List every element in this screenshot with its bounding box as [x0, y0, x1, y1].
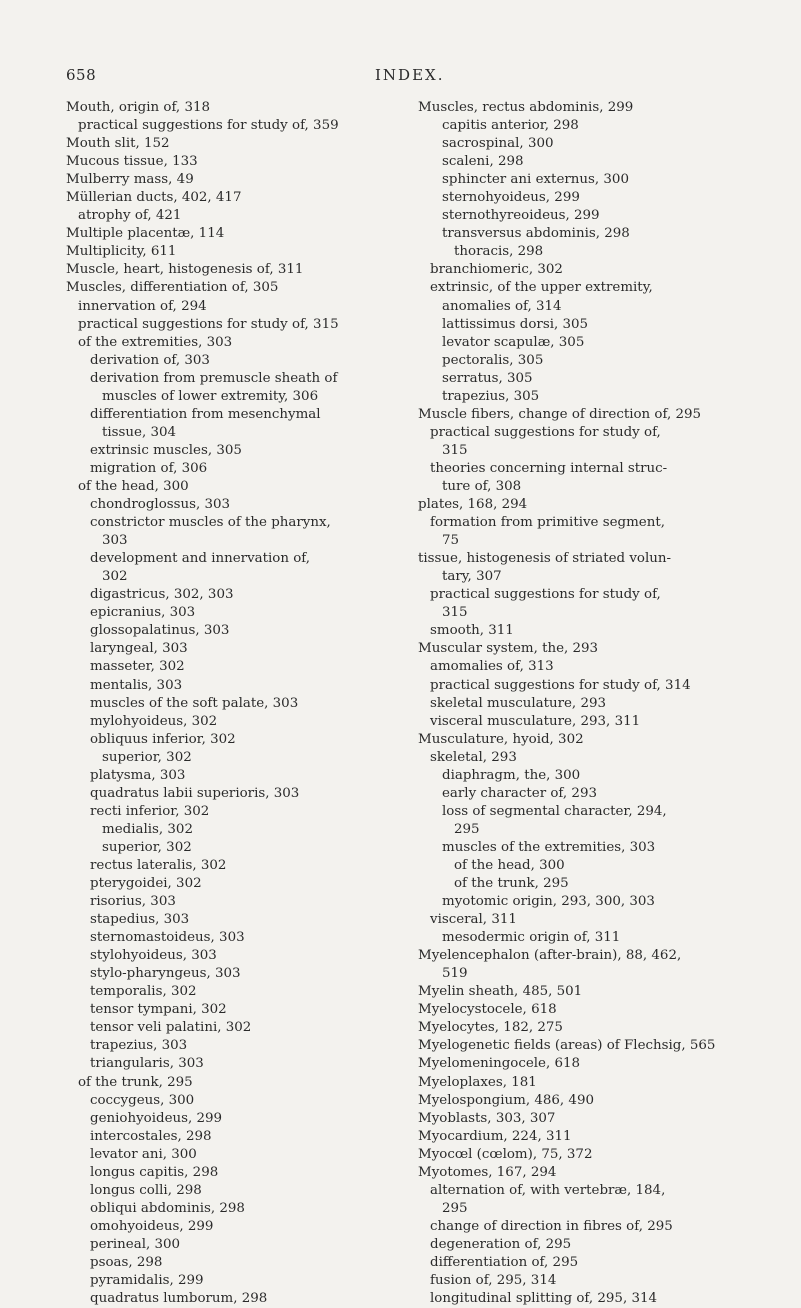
index-entry: tensor veli palatini, 302	[90, 1020, 252, 1036]
index-entry: practical suggestions for study of, 359	[78, 118, 339, 134]
index-entry: trapezius, 305	[442, 388, 540, 404]
index-entry: migration of, 306	[90, 460, 208, 476]
index-entry: coccygeus, 300	[90, 1092, 195, 1108]
index-entry: ture of, 308	[442, 478, 522, 494]
index-entry: extrinsic muscles, 305	[90, 442, 242, 458]
index-entry: loss of segmental character, 294,	[442, 803, 667, 819]
index-entry: plates, 168, 294	[418, 497, 528, 513]
index-entry: Mulberry mass, 49	[66, 172, 194, 188]
index-entry: Muscles, rectus abdominis, 299	[418, 100, 634, 115]
index-entry: sacrospinal, 300	[442, 136, 554, 152]
index-entry: laryngeal, 303	[90, 641, 188, 657]
index-entry: Muscle fibers, change of direction of, 295	[418, 406, 702, 422]
index-entry: masseter, 302	[90, 659, 185, 675]
index-entry: visceral, 311	[430, 912, 517, 928]
index-entry: medialis, 302	[102, 821, 193, 837]
index-entry: stylo-pharyngeus, 303	[90, 966, 241, 982]
index-entry: skeletal, 293	[430, 749, 517, 765]
index-entry: sternothyreoideus, 299	[442, 208, 600, 224]
index-entry: perineal, 300	[90, 1236, 181, 1252]
index-entry: development and innervation of,	[90, 551, 311, 567]
index-entry: Multiplicity, 611	[66, 244, 177, 260]
index-entry: Myelocystocele, 618	[418, 1002, 557, 1018]
index-entry: Muscles, differentiation of, 305	[66, 280, 279, 296]
index-entry: trapezius, 303	[90, 1038, 188, 1054]
index-entry: diaphragm, the, 300	[442, 767, 581, 783]
index-entry: Myelospongium, 486, 490	[418, 1092, 594, 1108]
page-number: 658	[66, 66, 97, 84]
index-entry: atrophy of, 421	[78, 208, 182, 224]
index-entry: 302	[102, 569, 128, 585]
index-entry: Muscle, heart, histogenesis of, 311	[66, 262, 304, 278]
index-entry: Mouth, origin of, 318	[66, 100, 211, 115]
index-entry: Müllerian ducts, 402, 417	[66, 190, 242, 206]
index-entry: innervation of, 294	[78, 298, 207, 314]
index-entry: theories concerning internal struc-	[430, 460, 668, 476]
index-entry: 303	[102, 533, 128, 549]
index-entry: superior, 302	[102, 839, 192, 855]
index-entry: Myelencephalon (after-brain), 88, 462,	[418, 948, 682, 964]
index-entry: recti inferior, 302	[90, 803, 210, 819]
index-entry: transversus abdominis, 298	[442, 226, 630, 242]
index-entry: temporalis, 302	[90, 984, 197, 1000]
index-entry: myotomic origin, 293, 300, 303	[442, 894, 655, 910]
index-entry: Myocardium, 224, 311	[418, 1128, 572, 1144]
index-column-left	[66, 99, 406, 1308]
index-entry: Myelin sheath, 485, 501	[418, 984, 583, 1000]
index-entry: obliquus inferior, 302	[90, 731, 236, 747]
index-entry: omohyoideus, 299	[90, 1218, 214, 1234]
index-entry: amomalies of, 313	[430, 659, 554, 675]
index-entry: Myeloplaxes, 181	[418, 1074, 537, 1090]
index-entry: scaleni, 298	[442, 154, 524, 170]
index-entry: Musculature, hyoid, 302	[418, 731, 584, 747]
index-entry: psoas, 298	[90, 1255, 163, 1270]
index-entry: levator scapulæ, 305	[442, 334, 585, 350]
index-entry: 295	[442, 1200, 468, 1216]
index-entry: extrinsic, of the upper extremity,	[430, 280, 653, 296]
index-entry: skeletal musculature, 293	[430, 695, 607, 711]
index-entry: tary, 307	[442, 569, 502, 585]
index-entry: quadratus lumborum, 298	[90, 1291, 268, 1307]
index-entry: risorius, 303	[90, 894, 176, 910]
index-entry: sternomastoideus, 303	[90, 930, 245, 946]
index-entry: pterygoidei, 302	[90, 876, 202, 892]
index-entry: 315	[442, 605, 468, 621]
index-entry: alternation of, with vertebræ, 184,	[430, 1182, 666, 1198]
index-entry: practical suggestions for study of,	[430, 424, 661, 440]
index-entry: tissue, histogenesis of striated volun-	[418, 551, 672, 567]
index-entry: early character of, 293	[442, 785, 597, 801]
running-head: INDEX.	[375, 66, 445, 84]
index-entry: 75	[442, 533, 460, 549]
index-entry: Mucous tissue, 133	[66, 154, 198, 170]
index-entry: formation from primitive segment,	[430, 515, 665, 531]
index-entry: lattissimus dorsi, 305	[442, 316, 589, 332]
index-entry: sternohyoideus, 299	[442, 190, 580, 206]
index-entry: constrictor muscles of the pharynx,	[90, 515, 331, 531]
index-entry: stapedius, 303	[90, 912, 190, 928]
index-entry: Muscular system, the, 293	[418, 641, 599, 657]
index-entry: epicranius, 303	[90, 605, 196, 621]
index-entry: muscles of the soft palate, 303	[90, 695, 299, 711]
index-entry: glossopalatinus, 303	[90, 623, 230, 639]
index-entry: 315	[442, 442, 468, 458]
index-entry: mesodermic origin of, 311	[442, 930, 621, 946]
index-entry: muscles of the extremities, 303	[442, 839, 656, 855]
index-entry: 295	[454, 821, 480, 837]
index-entry: stylohyoideus, 303	[90, 948, 217, 964]
index-entry: of the head, 300	[454, 857, 565, 873]
index-entry: differentiation from mesenchymal	[90, 406, 321, 422]
index-entry: 519	[442, 966, 468, 982]
index-entry: superior, 302	[102, 749, 192, 765]
index-entry: levator ani, 300	[90, 1146, 197, 1162]
index-entry: branchiomeric, 302	[430, 262, 563, 278]
index-entry: triangularis, 303	[90, 1056, 204, 1072]
page-header	[0, 66, 801, 86]
index-entry: Mouth slit, 152	[66, 136, 170, 152]
index-entry: practical suggestions for study of, 315	[78, 316, 339, 332]
index-entry: longitudinal splitting of, 295, 314	[430, 1291, 658, 1307]
index-entry: intercostales, 298	[90, 1128, 212, 1144]
index-entry: Myoblasts, 303, 307	[418, 1110, 556, 1126]
index-entry: pectoralis, 305	[442, 352, 544, 368]
index-entry: Myelogenetic fields (areas) of Flechsig, 565	[418, 1038, 716, 1054]
index-entry: longus colli, 298	[90, 1182, 202, 1198]
index-entry: derivation from premuscle sheath of	[90, 370, 338, 386]
index-entry: of the trunk, 295	[454, 876, 569, 892]
index-entry: smooth, 311	[430, 623, 514, 639]
index-entry: practical suggestions for study of,	[430, 587, 661, 603]
index-entry: of the trunk, 295	[78, 1074, 193, 1090]
index-entry: digastricus, 302, 303	[90, 587, 234, 603]
index-entry: Multiple placentæ, 114	[66, 226, 225, 242]
index-entry: quadratus labii superioris, 303	[90, 785, 300, 801]
index-entry: of the extremities, 303	[78, 334, 233, 350]
index-entry: tissue, 304	[102, 424, 177, 440]
index-entry: Myelomeningocele, 618	[418, 1056, 581, 1072]
index-entry: degeneration of, 295	[430, 1236, 572, 1252]
index-column-right	[418, 99, 788, 1308]
index-entry: chondroglossus, 303	[90, 497, 231, 513]
index-entry: longus capitis, 298	[90, 1164, 219, 1180]
index-entry: derivation of, 303	[90, 352, 210, 368]
index-entry: differentiation of, 295	[430, 1255, 579, 1270]
index-entry: sphincter ani externus, 300	[442, 172, 629, 188]
index-entry: capitis anterior, 298	[442, 118, 579, 134]
index-entry: muscles of lower extremity, 306	[102, 388, 319, 404]
index-entry: visceral musculature, 293, 311	[430, 713, 641, 729]
index-entry: mentalis, 303	[90, 677, 183, 693]
index-entry: thoracis, 298	[454, 244, 544, 260]
index-entry: Myocœl (cœlom), 75, 372	[418, 1146, 593, 1162]
index-entry: tensor tympani, 302	[90, 1002, 227, 1018]
index-entry: anomalies of, 314	[442, 298, 562, 314]
index-entry: obliqui abdominis, 298	[90, 1200, 245, 1216]
index-entry: rectus lateralis, 302	[90, 857, 227, 873]
index-entry: fusion of, 295, 314	[430, 1273, 557, 1289]
index-entry: serratus, 305	[442, 370, 533, 386]
index-entry: geniohyoideus, 299	[90, 1110, 223, 1126]
index-entry: platysma, 303	[90, 767, 186, 783]
index-entry: Myotomes, 167, 294	[418, 1164, 557, 1180]
index-entry: pyramidalis, 299	[90, 1273, 204, 1289]
index-entry: change of direction in fibres of, 295	[430, 1218, 673, 1234]
index-entry: of the head, 300	[78, 478, 189, 494]
index-entry: practical suggestions for study of, 314	[430, 677, 691, 693]
index-entry: Myelocytes, 182, 275	[418, 1020, 563, 1036]
index-entry: mylohyoideus, 302	[90, 713, 218, 729]
